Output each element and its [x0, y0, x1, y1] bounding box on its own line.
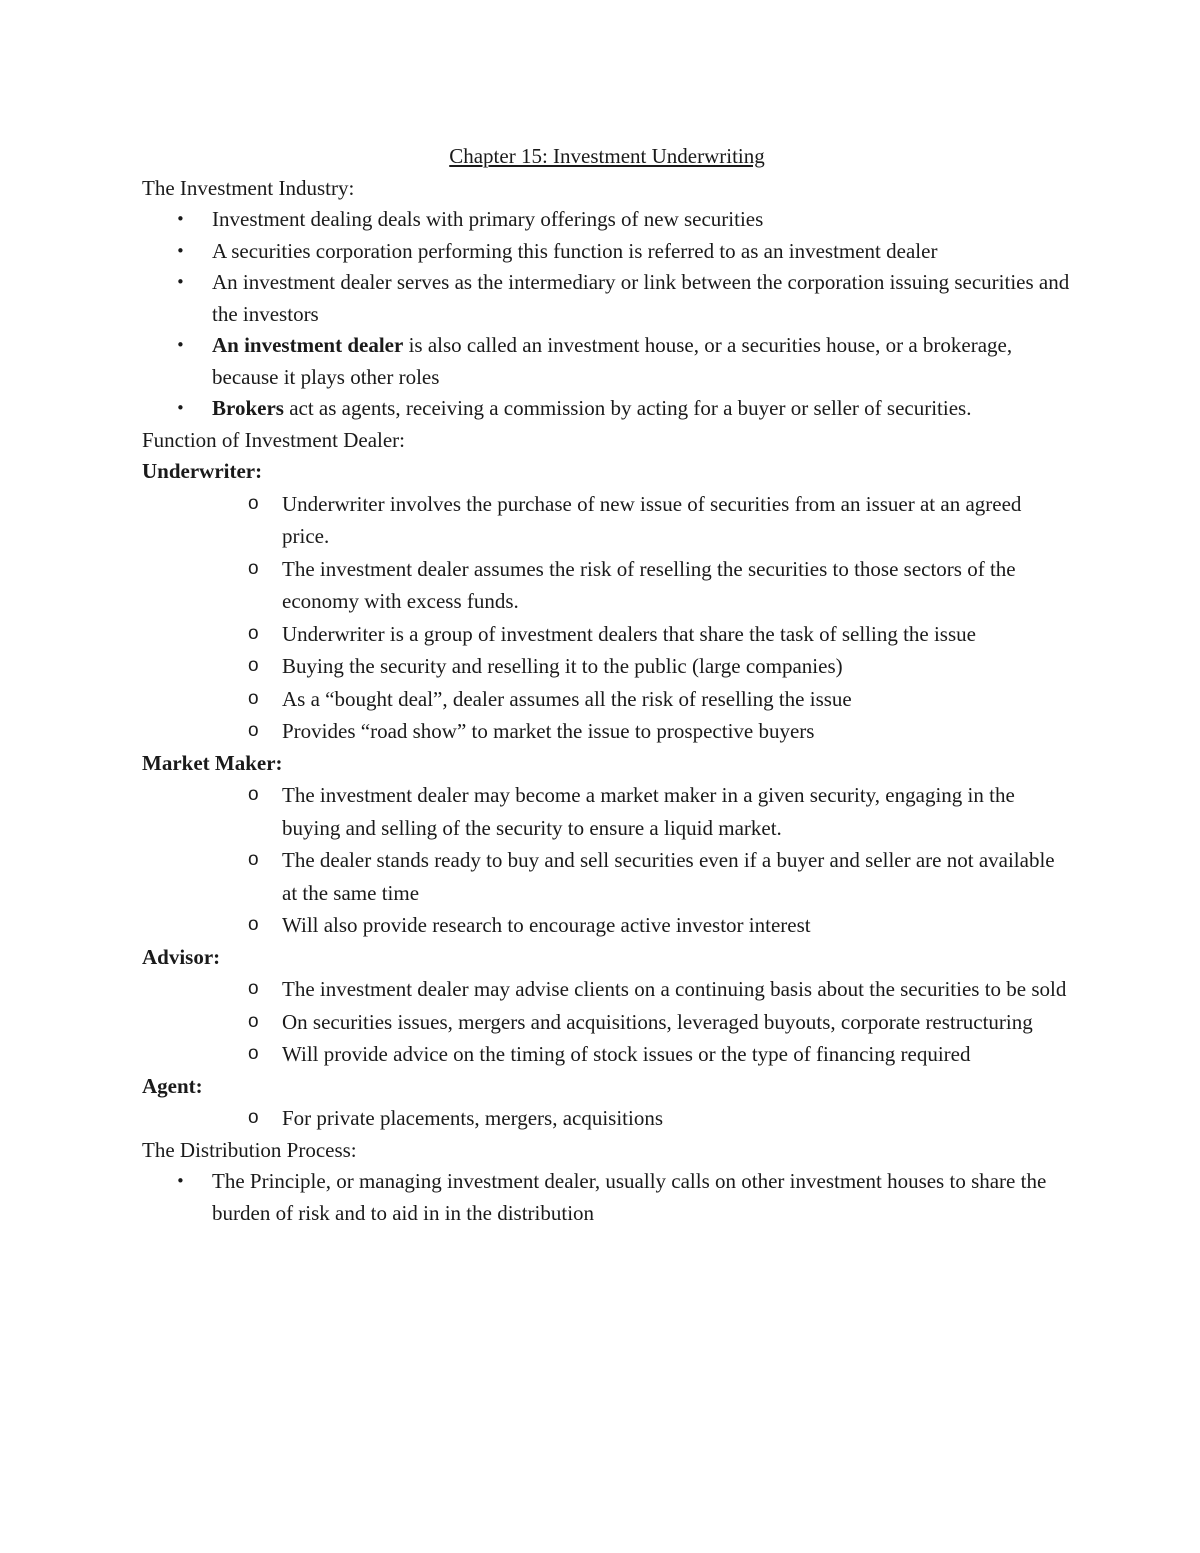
circle-bullet-icon: o — [248, 687, 259, 709]
list-item-text: Will also provide research to encourage active investor interest — [282, 913, 811, 937]
bullet-icon: • — [176, 273, 185, 291]
industry-list — [142, 204, 1072, 425]
list-item — [142, 715, 1072, 748]
list-item — [142, 236, 1072, 268]
list-item — [142, 909, 1072, 942]
document-body — [142, 141, 1072, 1229]
list-item — [142, 204, 1072, 236]
circle-bullet-icon: o — [248, 914, 259, 935]
list-item-text: As a “bought deal”, dealer assumes all the risk of reselling the issue — [282, 686, 852, 711]
list-item-text: Provides “road show” to market the issue to prospective buyers — [282, 719, 815, 743]
bullet-icon: • — [176, 336, 185, 354]
circle-bullet-icon: o — [248, 1107, 259, 1128]
list-item — [142, 553, 1072, 618]
list-item-text: The investment dealer may advise clients on a continuing basis about the securities to be sold — [282, 977, 1067, 1001]
list-item-text: Investment dealing deals with primary offerings of new securities — [212, 207, 764, 231]
agent-heading: Agent: — [142, 1073, 203, 1098]
advisor-heading: Advisor: — [142, 944, 221, 969]
distribution-heading: The Distribution Process: — [142, 1137, 357, 1162]
underwriter-list — [142, 488, 1072, 748]
bullet-icon: • — [176, 210, 185, 228]
list-item — [142, 650, 1072, 683]
list-item-text: Buying the security and reselling it to the public (large companies) — [282, 654, 843, 678]
bullet-icon: • — [176, 1172, 185, 1190]
list-item-text: act as agents, receiving a commission by acting for a buyer or seller of securities. — [283, 396, 972, 420]
list-item — [142, 1166, 1072, 1229]
bullet-icon: • — [176, 241, 185, 260]
functions-heading: Function of Investment Dealer: — [142, 427, 406, 452]
list-item-text: Underwriter involves the purchase of new issue of securities from an issuer at an agreed price. — [282, 491, 1022, 548]
list-item-text: The dealer stands ready to buy and sell securities even if a buyer and seller are not available at the same time — [282, 848, 1055, 905]
agent-list — [142, 1102, 1072, 1135]
list-item-text: For private placements, mergers, acquisitions — [282, 1106, 664, 1130]
list-item — [142, 267, 1072, 330]
list-item-text: The Principle, or managing investment dealer, usually calls on other investment houses to share the burden of risk and to aid in in the distribution — [212, 1169, 1047, 1225]
bullet-icon: • — [176, 399, 185, 417]
market-maker-list — [142, 779, 1072, 942]
page-title: Chapter 15: Investment Underwriting — [449, 144, 765, 168]
circle-bullet-icon: o — [248, 978, 259, 999]
list-item-bold-term: Brokers — [212, 396, 284, 420]
list-item — [142, 330, 1072, 393]
list-item — [142, 973, 1072, 1006]
list-item — [142, 1006, 1072, 1039]
list-item — [142, 393, 1072, 425]
circle-bullet-icon: o — [248, 849, 259, 870]
list-item-text: An investment dealer serves as the intermediary or link between the corporation issuing securities and the investors — [212, 270, 1070, 326]
list-item-text: On securities issues, mergers and acquisitions, leveraged buyouts, corporate restructuring — [282, 1009, 1033, 1034]
list-item — [142, 779, 1072, 844]
circle-bullet-icon: o — [248, 720, 259, 741]
list-item-text: A securities corporation performing this function is referred to as an investment dealer — [212, 238, 938, 263]
circle-bullet-icon: o — [248, 784, 259, 805]
market-maker-heading: Market Maker: — [142, 750, 283, 775]
circle-bullet-icon: o — [248, 655, 259, 676]
list-item — [142, 844, 1072, 909]
list-item-bold-term: An investment dealer — [212, 333, 404, 357]
list-item-text: Will provide advice on the timing of stock issues or the type of financing required — [282, 1042, 971, 1066]
circle-bullet-icon: o — [248, 492, 259, 514]
list-item-text: The investment dealer assumes the risk of reselling the securities to those sectors of the economy with excess funds. — [282, 556, 1016, 613]
advisor-list — [142, 973, 1072, 1071]
circle-bullet-icon: o — [248, 1043, 259, 1064]
circle-bullet-icon: o — [248, 622, 259, 644]
list-item-text: is also called an investment house, or a securities house, or a brokerage, because it plays other roles — [212, 333, 1013, 389]
distribution-list — [142, 1166, 1072, 1229]
list-item-text: The investment dealer may become a market maker in a given security, engaging in the buying and selling of the security to ensure a liquid market. — [282, 783, 1015, 840]
circle-bullet-icon: o — [248, 1010, 259, 1032]
list-item — [142, 1038, 1072, 1071]
list-item — [142, 683, 1072, 716]
underwriter-heading: Underwriter: — [142, 459, 263, 483]
industry-heading: The Investment Industry: — [142, 175, 355, 200]
list-item — [142, 618, 1072, 651]
list-item — [142, 1102, 1072, 1135]
list-item-text: Underwriter is a group of investment dealers that share the task of selling the issue — [282, 621, 976, 646]
circle-bullet-icon: o — [248, 557, 259, 579]
list-item — [142, 488, 1072, 553]
